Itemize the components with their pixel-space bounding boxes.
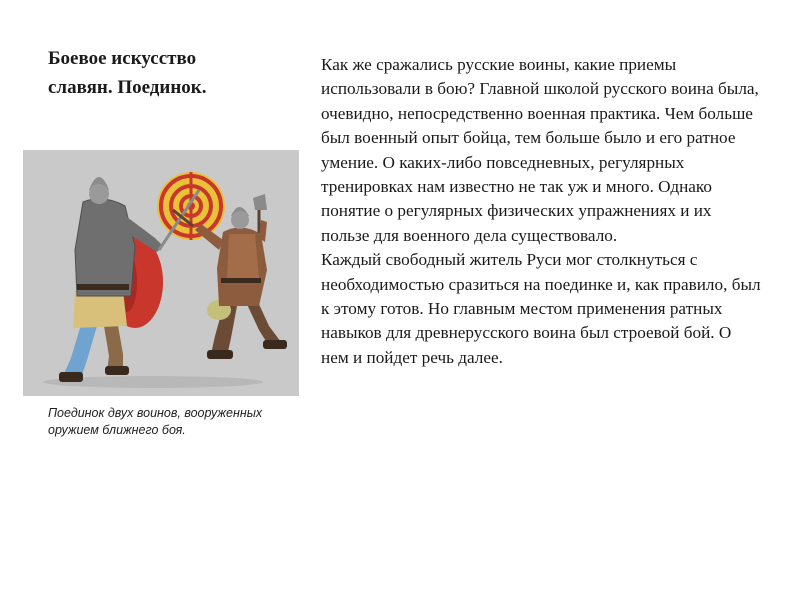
paragraph-2: Каждый свободный житель Руси мог столкнуться с необходимостью сразиться на поединке и, как правило, был к этому готов. Но главным местом применения ратных навыков для древнерусского воина был строевой бой. О нем и пойдет речь далее. [321, 250, 761, 367]
warriors-duel-illustration [23, 150, 299, 396]
round-shield [157, 172, 225, 240]
main-text [321, 53, 761, 370]
paragraph-1: Как же сражались русские воины, какие приемы использовали в бою? Главной школой русского воина была, очевидно, непосредственно военная практика. Чем больше был военный опыт бойца, тем больше было и его ратное умение. О каких-либо повседневных, регулярных тренировках нам известно не так уж и много. Однако понятие о регулярных физических упражнениях и их пользе для военного дела существовало. [321, 55, 759, 245]
slide-title-line-1: Боевое искусство [48, 48, 197, 69]
slide-title-line-2: славян. Поединок. [48, 77, 207, 98]
figure-image [23, 150, 299, 396]
slide-title [48, 44, 278, 102]
figure-caption: Поединок двух воинов, вооруженных оружием ближнего боя. [48, 406, 263, 437]
